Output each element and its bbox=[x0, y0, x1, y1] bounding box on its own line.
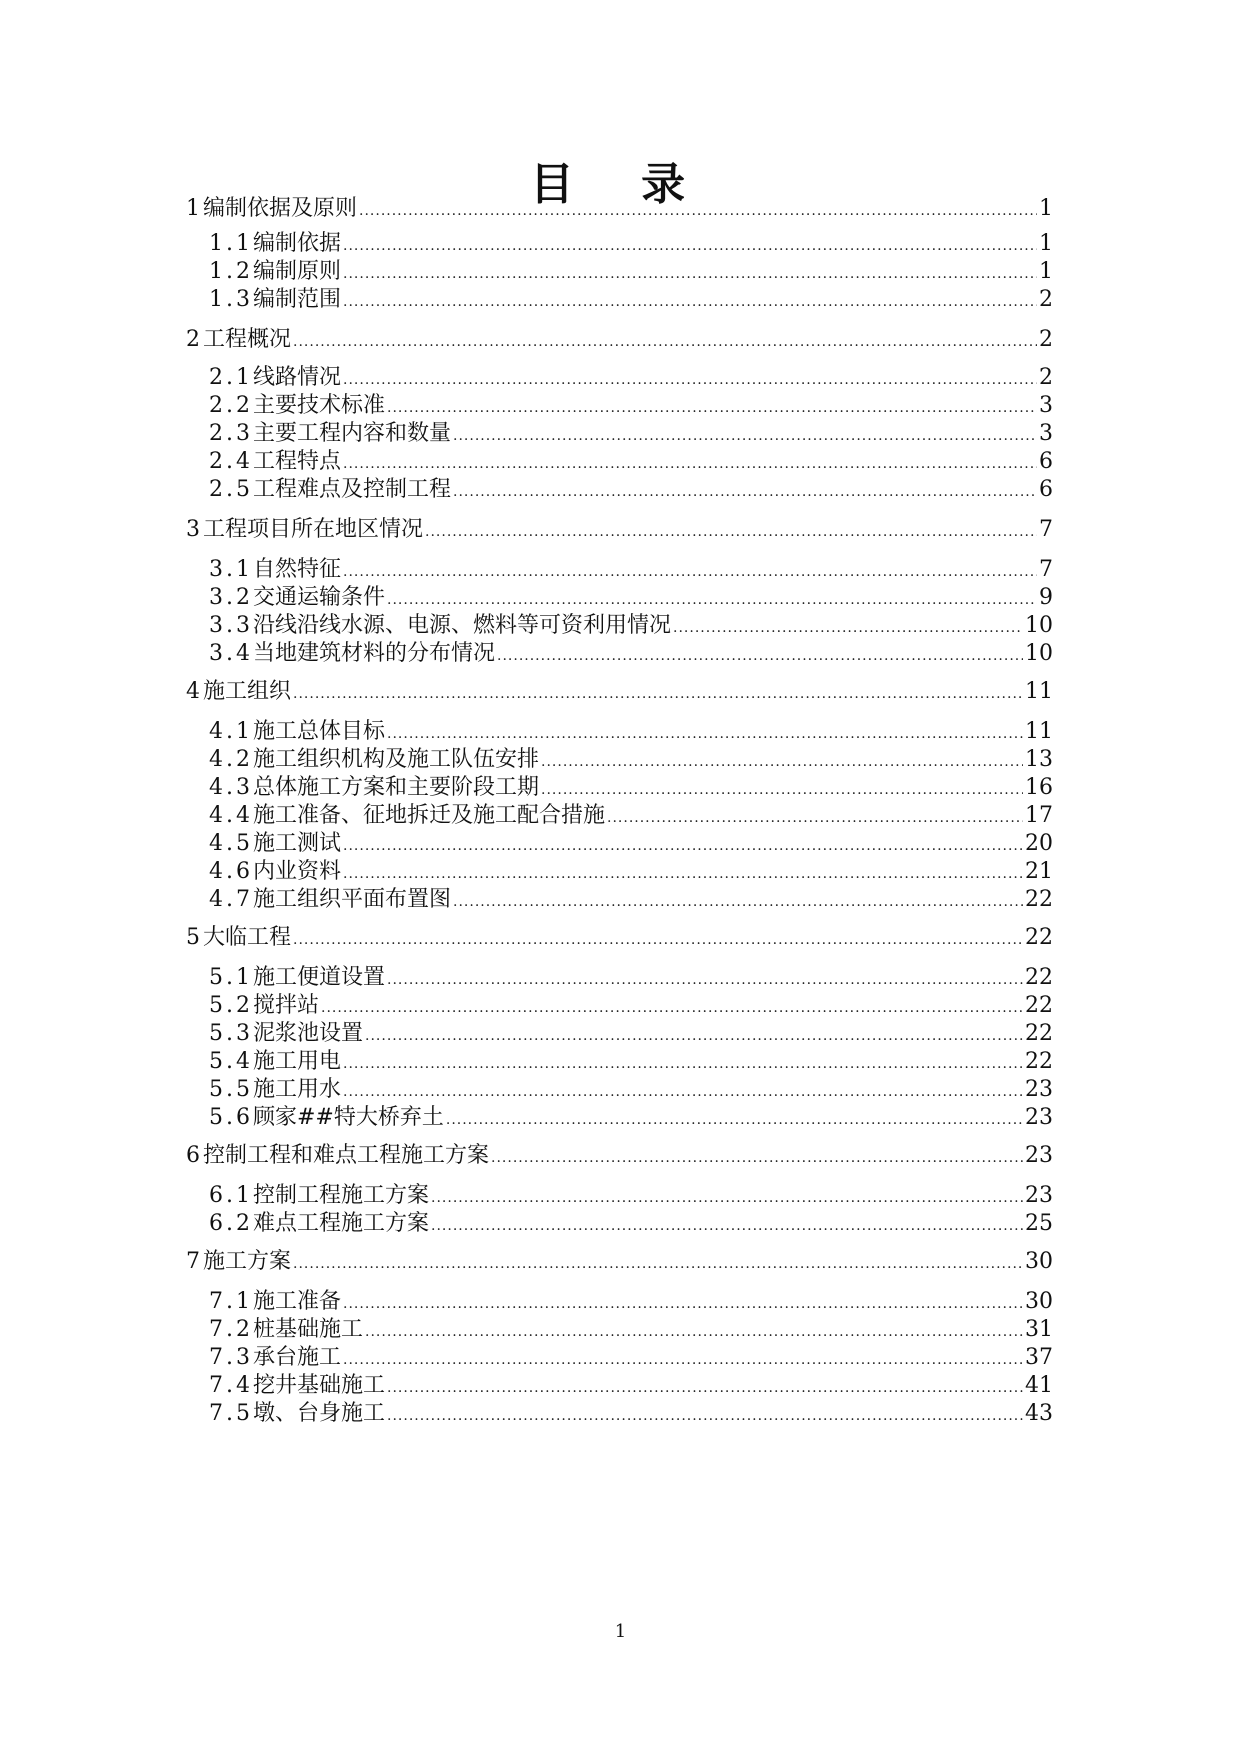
toc-entry-page: 7 bbox=[1039, 517, 1053, 542]
toc-entry-page: 1 bbox=[1039, 196, 1053, 221]
toc-dot-leader bbox=[453, 422, 1037, 450]
toc-dot-leader bbox=[387, 966, 1023, 994]
toc-entry-number: 2.4 bbox=[209, 449, 253, 474]
toc-section-entry[interactable] bbox=[209, 1288, 1053, 1316]
toc-entry-number: 4.3 bbox=[209, 775, 253, 800]
toc-chapter-entry[interactable] bbox=[186, 195, 1053, 223]
toc-dot-leader bbox=[343, 450, 1037, 478]
toc-entry-number: 1.1 bbox=[209, 231, 253, 256]
toc-entry-number: 3.2 bbox=[209, 585, 253, 610]
toc-dot-leader bbox=[321, 994, 1023, 1022]
toc-entry-page: 41 bbox=[1025, 1373, 1053, 1398]
toc-entry-title: 自然特征 bbox=[253, 557, 342, 582]
toc-entry-number: 2 bbox=[186, 327, 203, 352]
toc-entry-title: 搅拌站 bbox=[253, 993, 320, 1018]
toc-entry-page: 11 bbox=[1025, 679, 1053, 704]
toc-entry-number: 1.3 bbox=[209, 287, 253, 312]
toc-entry-number: 3 bbox=[186, 517, 203, 542]
toc-section-entry[interactable] bbox=[209, 746, 1053, 774]
toc-entry-title: 总体施工方案和主要阶段工期 bbox=[253, 775, 540, 800]
toc-dot-leader bbox=[293, 1250, 1023, 1278]
toc-section-entry[interactable] bbox=[209, 718, 1053, 746]
toc-entry-page: 22 bbox=[1025, 1049, 1053, 1074]
page-number: 1 bbox=[614, 1621, 627, 1642]
toc-dot-leader bbox=[453, 478, 1037, 506]
toc-entry-page: 22 bbox=[1025, 925, 1053, 950]
toc-chapter-entry[interactable] bbox=[186, 678, 1053, 706]
toc-section-entry[interactable] bbox=[209, 1182, 1053, 1210]
toc-dot-leader bbox=[365, 1318, 1023, 1346]
toc-section-entry[interactable] bbox=[209, 1048, 1053, 1076]
toc-dot-leader bbox=[343, 832, 1023, 860]
toc-dot-leader bbox=[343, 1050, 1023, 1078]
toc-entry-page: 1 bbox=[1039, 259, 1053, 284]
toc-entry-title: 交通运输条件 bbox=[253, 585, 386, 610]
toc-entry-page: 21 bbox=[1025, 859, 1053, 884]
toc-section-entry[interactable] bbox=[209, 830, 1053, 858]
toc-entry-title: 施工总体目标 bbox=[253, 719, 386, 744]
toc-dot-leader bbox=[453, 888, 1023, 916]
toc-section-entry[interactable] bbox=[209, 1104, 1053, 1132]
toc-section-entry[interactable] bbox=[209, 392, 1053, 420]
toc-entry-page: 30 bbox=[1025, 1289, 1053, 1314]
toc-section-entry[interactable] bbox=[209, 286, 1053, 314]
toc-chapter-entry[interactable] bbox=[186, 326, 1053, 354]
toc-chapter-entry[interactable] bbox=[186, 1248, 1053, 1276]
toc-entry-page: 22 bbox=[1025, 993, 1053, 1018]
toc-section-entry[interactable] bbox=[209, 420, 1053, 448]
toc-entry-number: 2.1 bbox=[209, 365, 253, 390]
toc-entry-page: 3 bbox=[1039, 421, 1053, 446]
toc-section-entry[interactable] bbox=[209, 1076, 1053, 1104]
toc-entry-page: 13 bbox=[1025, 747, 1053, 772]
toc-section-entry[interactable] bbox=[209, 802, 1053, 830]
toc-entry-page: 16 bbox=[1025, 775, 1053, 800]
toc-entry-page: 2 bbox=[1039, 287, 1053, 312]
toc-section-entry[interactable] bbox=[209, 1020, 1053, 1048]
toc-entry-title: 内业资料 bbox=[253, 859, 342, 884]
toc-dot-leader bbox=[365, 1022, 1023, 1050]
toc-entry-page: 30 bbox=[1025, 1249, 1053, 1274]
toc-entry-page: 6 bbox=[1039, 477, 1053, 502]
toc-dot-leader bbox=[343, 366, 1037, 394]
toc-entry-number: 5.6 bbox=[209, 1105, 253, 1130]
toc-entry-page: 22 bbox=[1025, 1021, 1053, 1046]
toc-entry-page: 2 bbox=[1039, 327, 1053, 352]
toc-entry-page: 23 bbox=[1025, 1183, 1053, 1208]
toc-title: 目 录 bbox=[529, 159, 712, 210]
toc-entry-title: 施工便道设置 bbox=[253, 965, 386, 990]
toc-entry-number: 4.4 bbox=[209, 803, 253, 828]
toc-section-entry[interactable] bbox=[209, 1316, 1053, 1344]
toc-entry-title: 当地建筑材料的分布情况 bbox=[253, 641, 496, 666]
toc-section-entry[interactable] bbox=[209, 556, 1053, 584]
toc-entry-number: 5.3 bbox=[209, 1021, 253, 1046]
toc-entry-number: 4.7 bbox=[209, 887, 253, 912]
toc-entry-title: 线路情况 bbox=[253, 365, 342, 390]
toc-entry-title: 编制依据及原则 bbox=[203, 196, 358, 221]
toc-entry-number: 2.3 bbox=[209, 421, 253, 446]
toc-entry-title: 施工准备、征地拆迁及施工配合措施 bbox=[253, 803, 606, 828]
toc-dot-leader bbox=[607, 804, 1023, 832]
toc-entry-title: 编制原则 bbox=[253, 259, 342, 284]
toc-entry-number: 5.4 bbox=[209, 1049, 253, 1074]
toc-dot-leader bbox=[497, 642, 1023, 670]
toc-dot-leader bbox=[673, 614, 1023, 642]
toc-entry-title: 工程难点及控制工程 bbox=[253, 477, 452, 502]
toc-entry-page: 23 bbox=[1025, 1143, 1053, 1168]
toc-entry-number: 7.1 bbox=[209, 1289, 253, 1314]
toc-entry-number: 4 bbox=[186, 679, 203, 704]
toc-entry-number: 4.5 bbox=[209, 831, 253, 856]
toc-entry-page: 20 bbox=[1025, 831, 1053, 856]
toc-dot-leader bbox=[387, 1402, 1023, 1430]
toc-dot-leader bbox=[343, 232, 1037, 260]
toc-dot-leader bbox=[387, 1374, 1023, 1402]
toc-entry-title: 编制依据 bbox=[253, 231, 342, 256]
toc-dot-leader bbox=[446, 1106, 1023, 1134]
toc-dot-leader bbox=[359, 197, 1037, 225]
toc-entry-number: 6.1 bbox=[209, 1183, 253, 1208]
toc-entry-number: 3.3 bbox=[209, 613, 253, 638]
toc-section-entry[interactable] bbox=[209, 1372, 1053, 1400]
toc-entry-title: 施工测试 bbox=[253, 831, 342, 856]
toc-section-entry[interactable] bbox=[209, 886, 1053, 914]
toc-entry-title: 挖井基础施工 bbox=[253, 1373, 386, 1398]
toc-entry-number: 7.2 bbox=[209, 1317, 253, 1342]
toc-entry-page: 22 bbox=[1025, 887, 1053, 912]
toc-entry-number: 2.5 bbox=[209, 477, 253, 502]
toc-entry-page: 9 bbox=[1039, 585, 1053, 610]
toc-entry-number: 7.5 bbox=[209, 1401, 253, 1426]
toc-dot-leader bbox=[293, 328, 1037, 356]
toc-entry-title: 主要工程内容和数量 bbox=[253, 421, 452, 446]
toc-entry-number: 5.5 bbox=[209, 1077, 253, 1102]
toc-entry-page: 22 bbox=[1025, 965, 1053, 990]
toc-dot-leader bbox=[431, 1212, 1023, 1240]
toc-entry-number: 7 bbox=[186, 1249, 203, 1274]
toc-dot-leader bbox=[387, 586, 1037, 614]
toc-entry-number: 4.2 bbox=[209, 747, 253, 772]
toc-dot-leader bbox=[343, 1078, 1023, 1106]
toc-entry-number: 2.2 bbox=[209, 393, 253, 418]
toc-section-entry[interactable] bbox=[209, 1400, 1053, 1428]
toc-entry-title: 桩基础施工 bbox=[253, 1317, 364, 1342]
toc-section-entry[interactable] bbox=[209, 364, 1053, 392]
toc-entry-title: 编制范围 bbox=[253, 287, 342, 312]
toc-chapter-entry[interactable] bbox=[186, 924, 1053, 952]
toc-entry-number: 3.4 bbox=[209, 641, 253, 666]
toc-dot-leader bbox=[343, 860, 1023, 888]
toc-section-entry[interactable] bbox=[209, 584, 1053, 612]
toc-entry-number: 5.1 bbox=[209, 965, 253, 990]
toc-entry-title: 工程项目所在地区情况 bbox=[203, 517, 424, 542]
toc-entry-page: 31 bbox=[1025, 1317, 1053, 1342]
toc-section-entry[interactable] bbox=[209, 964, 1053, 992]
toc-section-entry[interactable] bbox=[209, 992, 1053, 1020]
toc-entry-number: 4.1 bbox=[209, 719, 253, 744]
toc-entry-title: 沿线沿线水源、电源、燃料等可资利用情况 bbox=[253, 613, 672, 638]
toc-entry-number: 6 bbox=[186, 1143, 203, 1168]
toc-entry-title: 主要技术标准 bbox=[253, 393, 386, 418]
toc-dot-leader bbox=[541, 776, 1023, 804]
toc-section-entry[interactable] bbox=[209, 858, 1053, 886]
toc-entry-number: 6.2 bbox=[209, 1211, 253, 1236]
toc-entry-page: 43 bbox=[1025, 1401, 1053, 1426]
toc-section-entry[interactable] bbox=[209, 774, 1053, 802]
toc-entry-page: 37 bbox=[1025, 1345, 1053, 1370]
toc-entry-page: 7 bbox=[1039, 557, 1053, 582]
toc-entry-title: 承台施工 bbox=[253, 1345, 342, 1370]
toc-entry-page: 2 bbox=[1039, 365, 1053, 390]
toc-section-entry[interactable] bbox=[209, 612, 1053, 640]
toc-entry-title: 施工方案 bbox=[203, 1249, 292, 1274]
toc-entry-title: 施工组织 bbox=[203, 679, 292, 704]
toc-entry-title: 施工组织机构及施工队伍安排 bbox=[253, 747, 540, 772]
toc-section-entry[interactable] bbox=[209, 1344, 1053, 1372]
toc-dot-leader bbox=[343, 1290, 1023, 1318]
toc-entry-title: 施工用水 bbox=[253, 1077, 342, 1102]
toc-entry-title: 工程概况 bbox=[203, 327, 292, 352]
toc-entry-number: 1 bbox=[186, 196, 203, 221]
toc-dot-leader bbox=[343, 558, 1037, 586]
toc-entry-title: 施工准备 bbox=[253, 1289, 342, 1314]
toc-dot-leader bbox=[343, 288, 1037, 316]
toc-entry-title: 控制工程和难点工程施工方案 bbox=[203, 1143, 490, 1168]
toc-entry-title: 施工组织平面布置图 bbox=[253, 887, 452, 912]
toc-entry-number: 5 bbox=[186, 925, 203, 950]
toc-entry-title: 控制工程施工方案 bbox=[253, 1183, 430, 1208]
toc-section-entry[interactable] bbox=[209, 640, 1053, 668]
toc-section-entry[interactable] bbox=[209, 230, 1053, 258]
toc-entry-page: 17 bbox=[1025, 803, 1053, 828]
toc-chapter-entry[interactable] bbox=[186, 1142, 1053, 1170]
toc-dot-leader bbox=[425, 518, 1037, 546]
toc-entry-number: 7.4 bbox=[209, 1373, 253, 1398]
toc-entry-number: 7.3 bbox=[209, 1345, 253, 1370]
toc-dot-leader bbox=[387, 720, 1023, 748]
toc-entry-title: 墩、台身施工 bbox=[253, 1401, 386, 1426]
toc-entry-page: 10 bbox=[1025, 641, 1053, 666]
toc-entry-page: 6 bbox=[1039, 449, 1053, 474]
toc-chapter-entry[interactable] bbox=[186, 516, 1053, 544]
toc-section-entry[interactable] bbox=[209, 258, 1053, 286]
toc-entry-page: 3 bbox=[1039, 393, 1053, 418]
toc-entry-number: 1.2 bbox=[209, 259, 253, 284]
toc-entry-page: 11 bbox=[1025, 719, 1053, 744]
toc-dot-leader bbox=[387, 394, 1037, 422]
toc-dot-leader bbox=[541, 748, 1023, 776]
toc-entry-page: 23 bbox=[1025, 1077, 1053, 1102]
toc-entry-page: 1 bbox=[1039, 231, 1053, 256]
toc-dot-leader bbox=[293, 926, 1023, 954]
toc-section-entry[interactable] bbox=[209, 1210, 1053, 1238]
toc-entry-title: 顾家##特大桥弃土 bbox=[253, 1105, 444, 1130]
toc-entry-page: 25 bbox=[1025, 1211, 1053, 1236]
toc-dot-leader bbox=[343, 1346, 1023, 1374]
toc-entry-title: 施工用电 bbox=[253, 1049, 342, 1074]
toc-dot-leader bbox=[431, 1184, 1023, 1212]
toc-entry-number: 3.1 bbox=[209, 557, 253, 582]
toc-entry-title: 难点工程施工方案 bbox=[253, 1211, 430, 1236]
toc-dot-leader bbox=[293, 680, 1023, 708]
toc-entry-number: 5.2 bbox=[209, 993, 253, 1018]
toc-entry-page: 23 bbox=[1025, 1105, 1053, 1130]
toc-dot-leader bbox=[343, 260, 1037, 288]
toc-entry-title: 工程特点 bbox=[253, 449, 342, 474]
toc-entry-page: 10 bbox=[1025, 613, 1053, 638]
toc-entry-title: 大临工程 bbox=[203, 925, 292, 950]
toc-entry-number: 4.6 bbox=[209, 859, 253, 884]
toc-section-entry[interactable] bbox=[209, 476, 1053, 504]
toc-entry-title: 泥浆池设置 bbox=[253, 1021, 364, 1046]
toc-section-entry[interactable] bbox=[209, 448, 1053, 476]
toc-dot-leader bbox=[491, 1144, 1023, 1172]
